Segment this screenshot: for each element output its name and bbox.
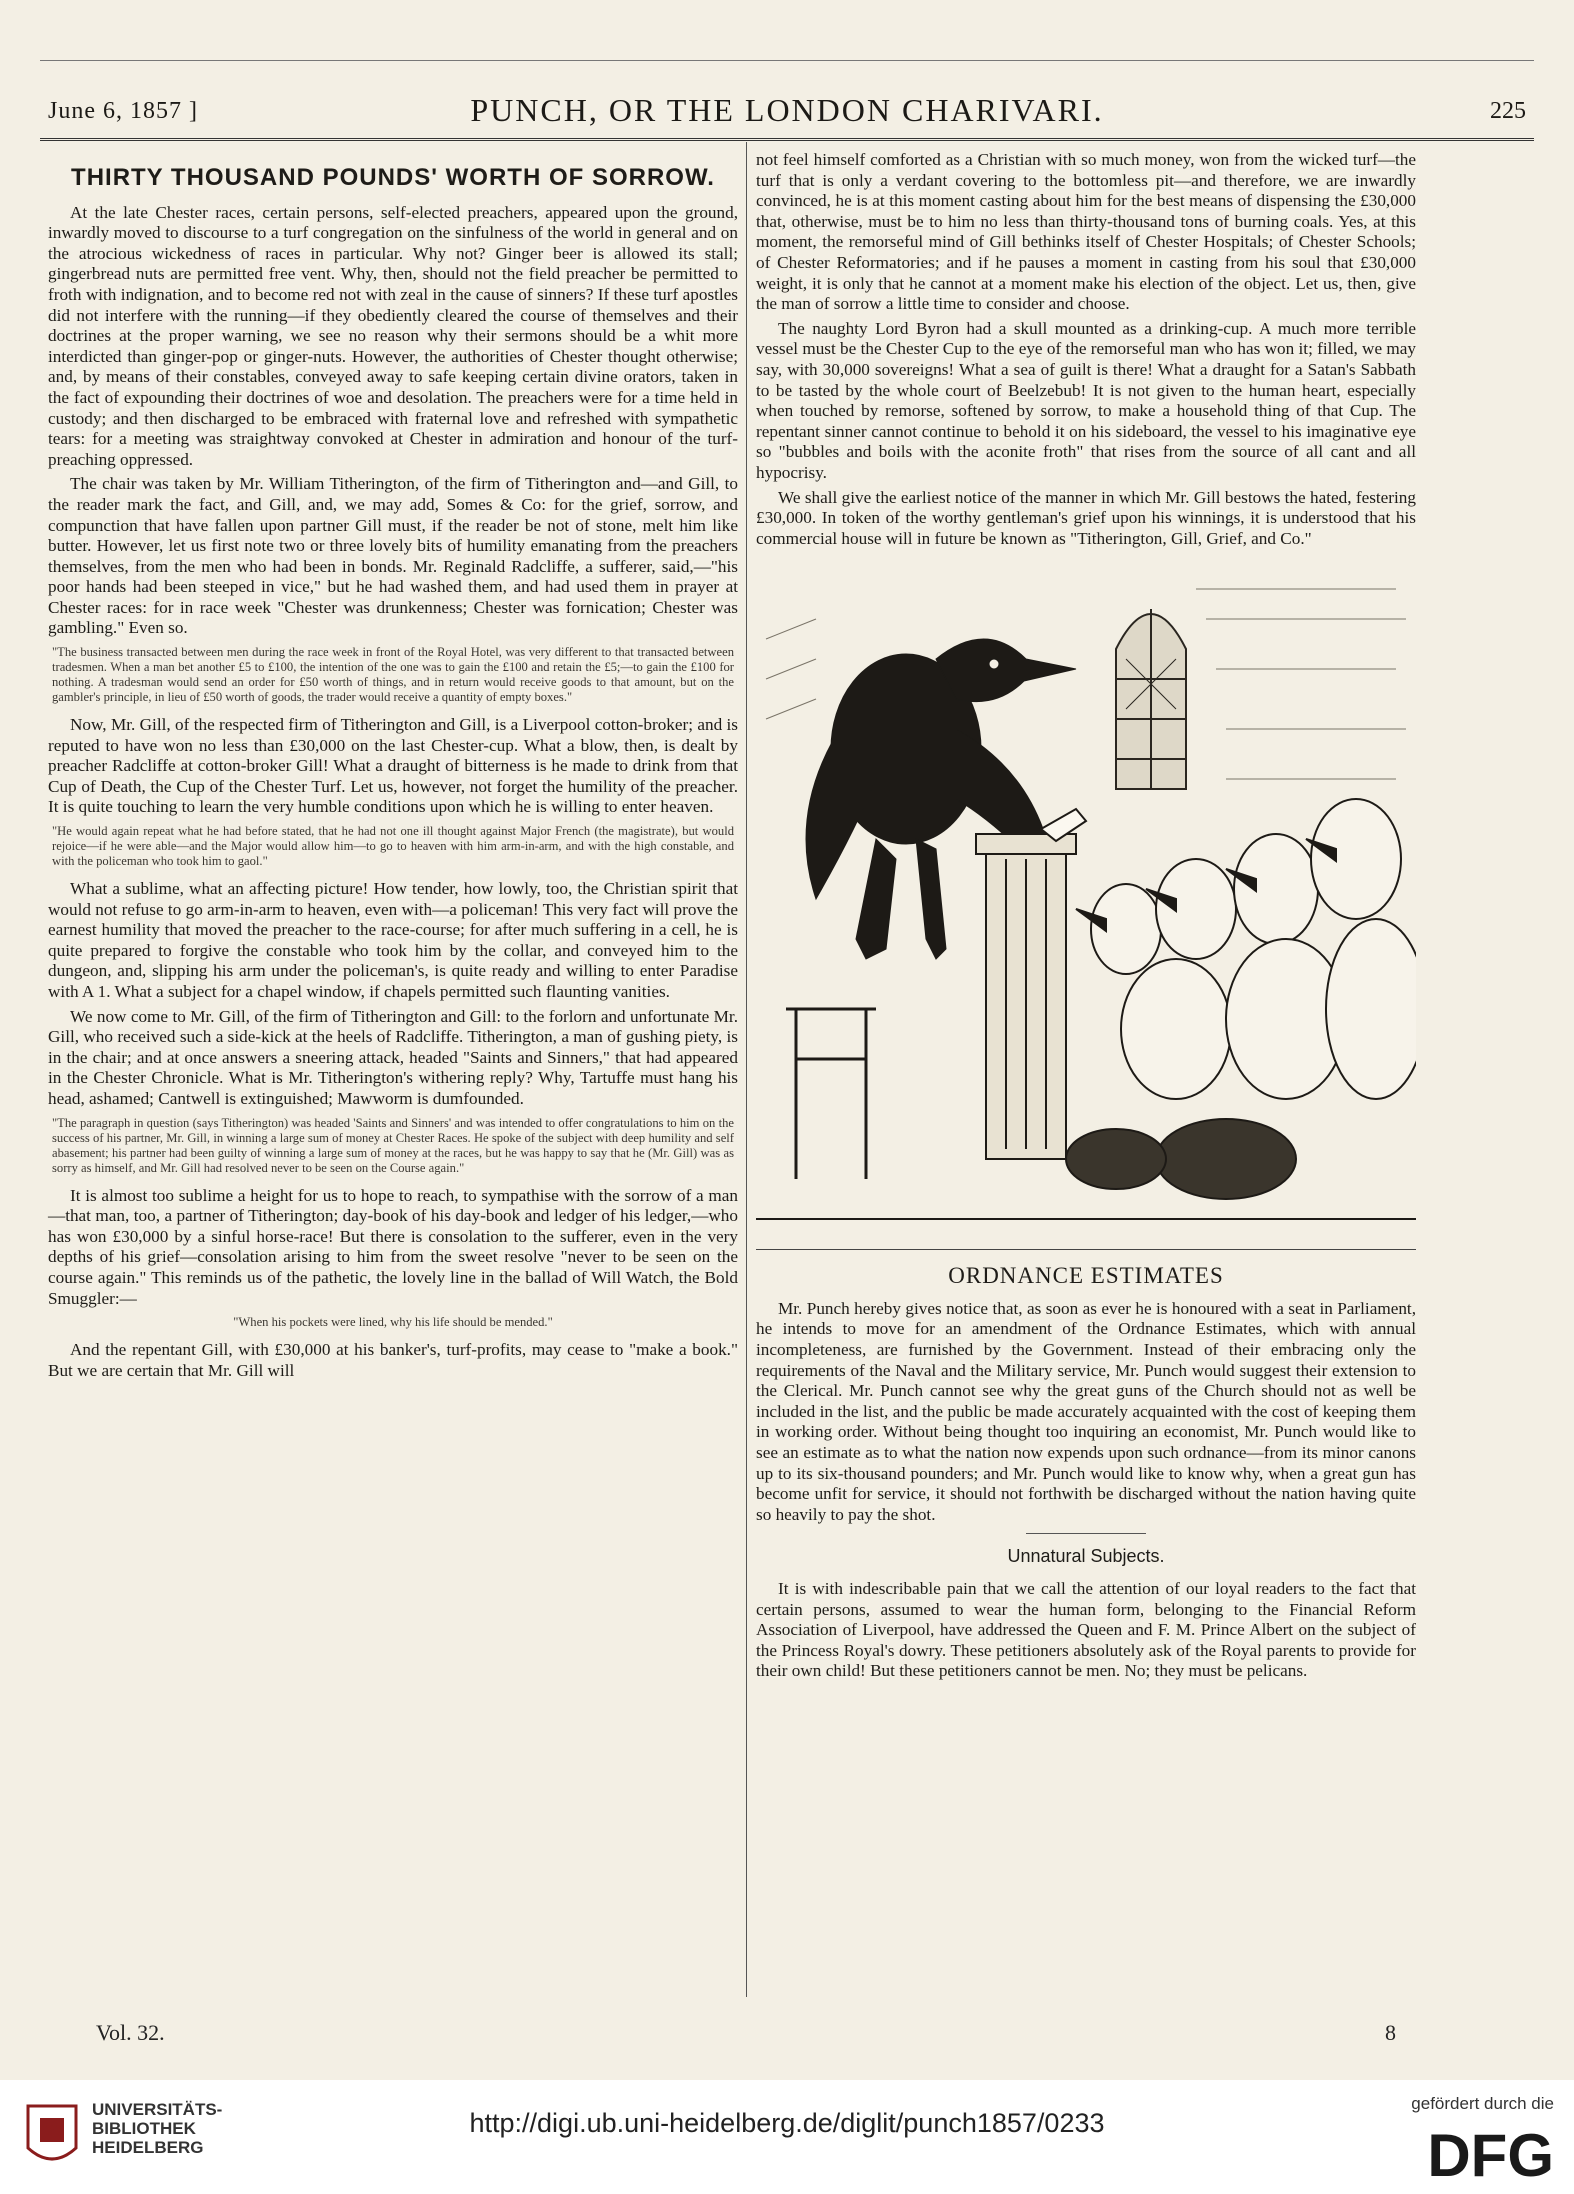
signature-mark: 8 (1385, 2020, 1396, 2045)
section-separator (1026, 1533, 1146, 1534)
block-quote: "He would again repeat what he had before stated, that he had not one ill thought against Major French (the magistrate), but would rejoice—if he were able—and the Major would allow him—to go to heaven with him arm-in-arm, and with the high constable, and with the policeman who took him to gaol." (52, 824, 734, 869)
article-paragraph: not feel himself comforted as a Christian with so much money, won from the wicked turf—the turf that is only a verdant covering to the bottomless pit—and therefore, we are inwardly convinced, he is at this moment casting about him for the best means of dispensing the £30,000 that, otherwise, must be to him no less than thirty-thousand tons of burning coals. Yes, at this moment, the remorseful mind of Gill bethinks itself of Chester Hospitals; of Chester Schools; of Chester Reformatories; and if he pauses a moment in casting from his soul that £30,000 weight, it is only that he cannot at a moment make his election of the object. Let us, then, give the man of sorrow a little time to consider and choose. (756, 150, 1416, 314)
source-url-text[interactable]: http://digi.ub.uni-heidelberg.de/diglit/punch1857/0233 (469, 2108, 1105, 2138)
article-paragraph: What a sublime, what an affecting picture! How tender, how lowly, too, the Christian spirit that would not refuse to go arm-in-arm to heaven, even with—a policeman! This very fact will prove the earnest humility that moved the preacher to the race-course; for after much suffering in a cell, he is quite prepared to forgive the constable who took him by the collar, and conveyed him to the dungeon, and, slipping his arm under the policeman's, is quite ready and willing to enter Paradise with A 1. What a subject for a chapel window, if chapels permitted such flaunting vanities. (48, 879, 738, 1001)
header-rule (40, 138, 1534, 141)
article-paragraph: And the repentant Gill, with £30,000 at his banker's, turf-profits, may cease to "make a book." But we are certain that Mr. Gill will (48, 1340, 738, 1380)
article-title: ORDNANCE ESTIMATES (948, 1263, 1224, 1289)
masthead-title: PUNCH, OR THE LONDON CHARIVARI. (470, 92, 1104, 128)
crow-preacher-illustration (756, 559, 1416, 1250)
dfg-logo-icon (1404, 2120, 1554, 2182)
article-paragraph: Now, Mr. Gill, of the respected firm of Titherington and Gill, is a Liverpool cotton-broker; and is reputed to have won no less than £30,000 on the last Chester-cup. What a blow, then, is dealt by preacher Radcliffe at cotton-broker Gill! What a draught of bitterness is he made to drink from that Cup of Death, the Cup of the Chester Turf. Let us, however, not forget the humility of the preacher. It is quite touching to learn the very humble conditions upon which he is willing to enter heaven. (48, 715, 738, 817)
article-paragraph: It is almost too sublime a height for us to hope to reach, to sympathise with the sorrow of a man—that man, too, a partner of Titherington; day-book of his day-book and ledger of his ledger,—who has won £30,000 by a sinful horse-race! But there is consolation to the sufferer, even in the very depths of his grief—consolation arising to him from the sweet resolve "never to be seen on the course again." This reminds us of the pathetic, the lovely line in the ballad of Will Watch, the Bold Smuggler:— (48, 1185, 738, 1308)
source-url[interactable] (0, 2108, 1574, 2139)
top-rule (40, 60, 1534, 61)
gothic-window-illustration (1116, 609, 1186, 789)
volume-label: Vol. 32. (96, 2020, 165, 2045)
article-title: Unnatural Subjects. (1007, 1546, 1165, 1567)
article-paragraph: At the late Chester races, certain persons, self-elected preachers, appeared upon the ground, inwardly moved to discourse to a turf congregation on the sinfulness of the world in general and on the atrocious wickedness of races in particular. Why not? Ginger beer is allowed its stall; gingerbread nuts are permitted free vent. Why, then, should not the field preacher be permitted to froth with indignation, and to become red not with zeal in the cause of sinners? If these turf apostles did not interfere with the running—if they obediently cleared the course of themselves and their doctrines at the proper warning, we see no reason why their sermons should be a whit more interdicted than ginger-pop or ginger-nuts. However, the authorities of Chester thought otherwise; and, by means of their constables, conveyed away to safe keeping certain divine orators, taken in the fact of expounding their doctrines of woe and desolation. The preachers were for a time held in custody; and then discharged to be embraced with fraternal love and refreshed with sympathetic tears: for a meeting was straightway convoked at Chester in admiration and honour of the turf-preaching oppressed. (48, 202, 738, 469)
library-name-text: UNIVERSITÄTS- BIBLIOTHEK HEIDELBERG (92, 2100, 223, 2157)
cartoon-drawing (756, 559, 1416, 1249)
article-paragraph: It is with indescribable pain that we call the attention of our loyal readers to the fact that certain persons, assumed to wear the human form, belonging to the Financial Reform Association of Liverpool, have addressed the Queen and F. M. Prince Albert on the subject of the Princess Royal's dowry. These petitioners absolutely ask of the Royal parents to provide for their own child! But these petitioners cannot be men. No; they must be pelicans. (756, 1579, 1416, 1681)
block-quote: "The paragraph in question (says Titherington) was headed 'Saints and Sinners' and was intended to offer congratulations to him on the success of his partner, Mr. Gill, in winning a large sum of money at Chester Races. He spoke of the subject with deep humility and self abasement; his partner had been guilty of winning a large sum of money at the races, but he was happy to say that he (Mr. Gill) was as sorry as himself, and Mr. Gill had resolved never to be seen on the Course again." (52, 1115, 734, 1175)
page-header (48, 92, 1526, 136)
article-paragraph: Mr. Punch hereby gives notice that, as soon as ever he is honoured with a seat in Parliament, he intends to move for an amendment of the Ordnance Estimates, which with annual incompleteness, are furnished by the Government. Instead of their embracing only the requirements of the Naval and the Military service, Mr. Punch would suggest their extension to the Clerical. Mr. Punch cannot see why the great guns of the Church should not as well be included in the list, and the public be made accurately acquainted with the cost of keeping them in working order. Without being thought too inquiring an economist, Mr. Punch would like to see an estimate as to what the nation now expends upon such ordnance—from its minor canons up to its six-thousand pounders; and Mr. Punch would like to know why, when a great gun has become unfit for service, it should not forthwith be discharged without the nation having quite so heavily to pay the shot. (756, 1298, 1416, 1524)
block-quote: "The business transacted between men during the race week in front of the Royal Hotel, was very different to that transacted between tradesmen. When a man bet another £5 to £100, the intention of the one was to gain the £100 and retain the £5;—to gain the £100 for nothing. A tradesman would send an order for £50 worth of things, and in return would receive goods to that amount, but on the gambler's principle, in lieu of £50 worth of goods, the trader would receive a quantity of empty boxes." (52, 645, 734, 705)
page-number: 225 (1490, 98, 1526, 124)
article-paragraph: The naughty Lord Byron had a skull mounted as a drinking-cup. A much more terrible vessel must be the Chester Cup to the eye of the remorseful man who has won it; filled, we may say, with 30,000 sovereigns! What a sea of guilt is there! What a draught for a Satan's Sabbath to be tasted by the whole court of Beelzebub! It is not given to the human heart, especially when touched by remorse, softened by sorrow, to make a household thing of that Cup. The repentant sinner cannot continue to behold it on his sideboard, the vessel to his imaginative eye so "bubbles and boils with the aconite froth" that rises from the source of all cant and all hypocrisy. (756, 318, 1416, 482)
block-quote: "When his pockets were lined, why his life should be mended." (233, 1315, 553, 1330)
issue-date: June 6, 1857 ] (48, 98, 198, 124)
column-divider (746, 142, 747, 1997)
article-title: THIRTY THOUSAND POUNDS' WORTH OF SORROW. (71, 164, 715, 191)
left-column (48, 150, 738, 1385)
article-paragraph: The chair was taken by Mr. William Titherington, of the firm of Titherington and—and Gill, to the reader mark the fact, and Gill, and, we may add, Somes & Co: for the grief, sorrow, and compunction that have fallen upon partner Gill must, if the reader be not of stone, melt him like butter. However, let us first note two or three lovely bits of humility emanating from the preachers themselves, from the men who had been in bonds. Mr. Reginald Radcliffe, a sufferer, said,—"his poor hands had been steeped in vice," but he had washed them, and had used them in prayer at Chester races: for in race week "Chester was drunkenness; Chester was fornication; Chester was gambling." Even so. (48, 474, 738, 638)
article-paragraph: We shall give the earliest notice of the manner in which Mr. Gill bestows the hated, festering £30,000. In token of the worthy gentleman's grief upon his winnings, it is understood that his commercial house will in future be known as "Titherington, Gill, Grief, and Co." (756, 487, 1416, 548)
dfg-logo-text: DFG (1427, 2122, 1554, 2182)
funded-by-label: gefördert durch die (1411, 2094, 1554, 2113)
right-column (756, 150, 1416, 1686)
article-paragraph: We now come to Mr. Gill, of the firm of Titherington and Gill: to the forlorn and unfortunate Mr. Gill, who received such a side-kick at the heels of Radcliffe. Titherington, a man of gushing piety, is in the chair; and at once answers a sneering attack, headed "Saints and Sinners," that had appeared in the Chester Chronicle. What is Mr. Titherington's withering reply? Why, Tartuffe must hang his head, ashamed; Cantwell is extinguished; Mawworm is dumfounded. (48, 1006, 738, 1108)
